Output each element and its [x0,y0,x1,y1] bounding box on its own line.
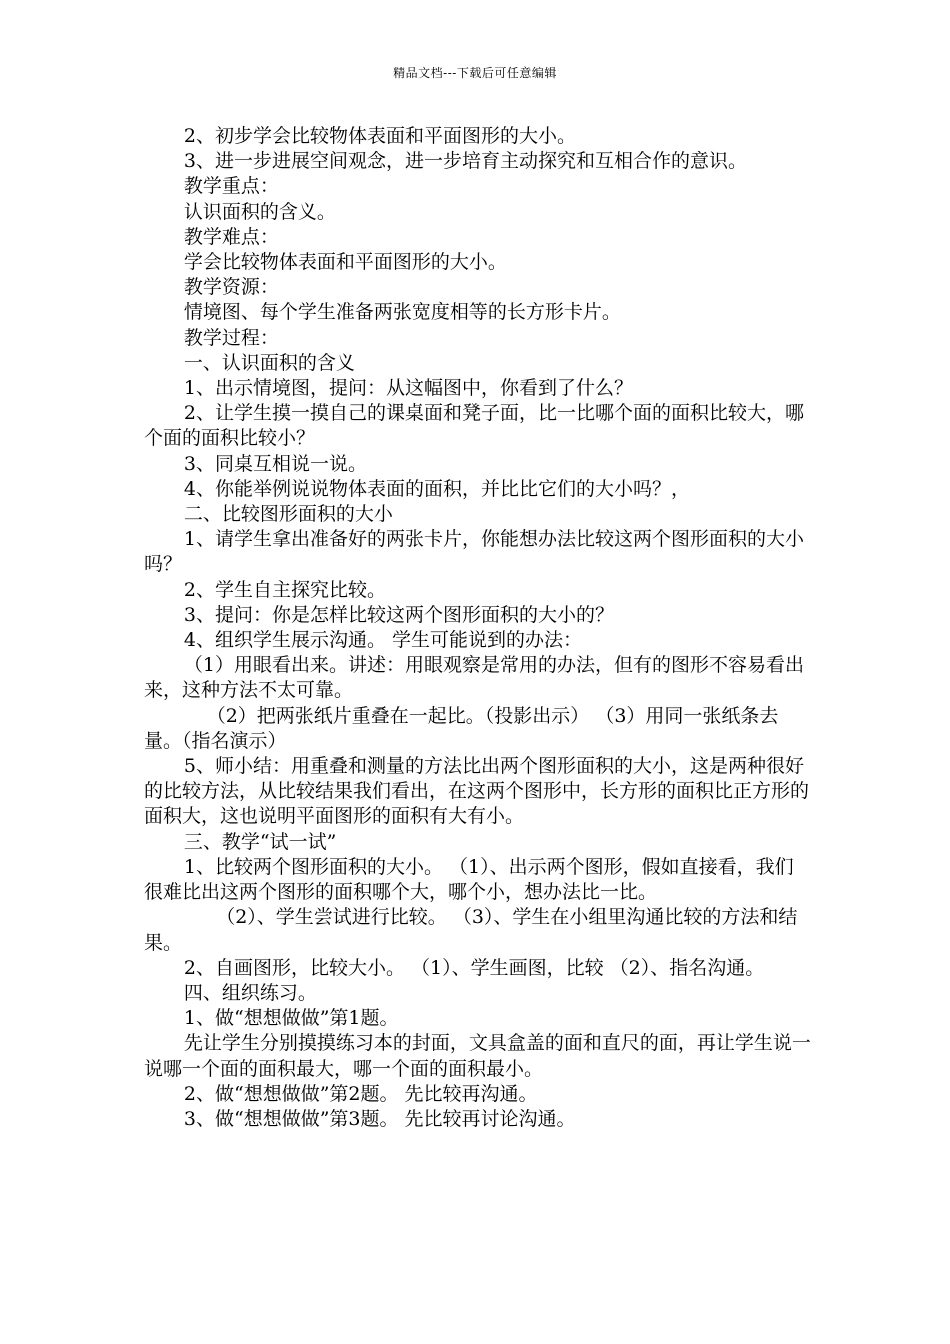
paragraph: 认识面积的含义。 [183,200,336,223]
paragraph: 3、同桌互相说一说。 [183,452,367,475]
section-heading: 三、教学“试一试” [183,830,337,853]
paragraph: 2、自画图形，比较大小。 （1）、学生画图，比较 （2）、指名沟通。 [183,956,765,979]
paragraph: 1、请学生拿出准备好的两张卡片，你能想办法比较这两个图形面积的大小吗？ [144,528,804,576]
paragraph: （1）用眼看出来。讲述：用眼观察是常用的办法，但有的图形不容易看出来，这种方法不太可靠。 [144,654,804,702]
paragraph: 1、做“想想做做”第1题。 [183,1007,399,1030]
section-heading: 二、比较图形面积的大小 [183,503,393,526]
paragraph: 4、你能举例说说物体表面的面积，并比比它们的大小吗？， [183,477,690,500]
section-heading: 一、认识面积的含义 [183,351,355,374]
section-heading: 教学过程： [183,326,279,349]
paragraph: 3、进一步进展空间观念，进一步培育主动探究和互相合作的意识。 [183,150,747,173]
paragraph: 先让学生分别摸摸练习本的封面，文具盒盖的面和直尺的面，再让学生说一说哪一个面的面积最大，哪一个面的面积最小。 [144,1032,811,1080]
page-header: 精品文档---下载后可任意编辑 [393,66,557,80]
paragraph: 1、出示情境图，提问：从这幅图中，你看到了什么？ [183,377,633,400]
paragraph: 3、做“想想做做”第3题。 先比较再讨论沟通。 [183,1107,576,1130]
paragraph: 2、学生自主探究比较。 [183,578,386,601]
section-heading: 四、组织练习。 [183,981,317,1004]
section-heading: 教学重点： [183,175,279,198]
document-body [144,124,812,1132]
paragraph: 情境图、每个学生准备两张宽度相等的长方形卡片。 [183,301,621,324]
paragraph: 2、做“想想做做”第2题。 先比较再沟通。 [183,1082,538,1105]
paragraph: 2、让学生摸一摸自己的课桌面和凳子面，比一比哪个面的面积比较大，哪个面的面积比较小？ [144,402,804,450]
paragraph: 3、提问：你是怎样比较这两个图形面积的大小的？ [183,603,614,626]
section-heading: 教学资源： [183,276,279,299]
paragraph: 5、师小结：用重叠和测量的方法比出两个图形面积的大小，这是两种很好的比较方法，从比较结果我们看出，在这两个图形中，长方形的面积比正方形的面积大，这也说明平面图形的面积有大有小。 [144,755,810,828]
paragraph: 4、组织学生展示沟通。 学生可能说到的办法： [183,629,583,652]
paragraph: （2）把两张纸片重叠在一起比。（投影出示） （3）用同一张纸条去量。（指名演示） [144,704,779,752]
paragraph: 1、比较两个图形面积的大小。 （1）、出示两个图形，假如直接看，我们很难比出这两个图形的面积哪个大，哪个小，想办法比一比。 [144,855,794,904]
paragraph: （2）、学生尝试进行比较。 （3）、学生在小组里沟通比较的方法和结果。 [144,906,798,954]
section-heading: 教学难点： [183,225,279,248]
paragraph: 2、初步学会比较物体表面和平面图形的大小。 [183,125,576,147]
paragraph: 学会比较物体表面和平面图形的大小。 [183,251,507,274]
